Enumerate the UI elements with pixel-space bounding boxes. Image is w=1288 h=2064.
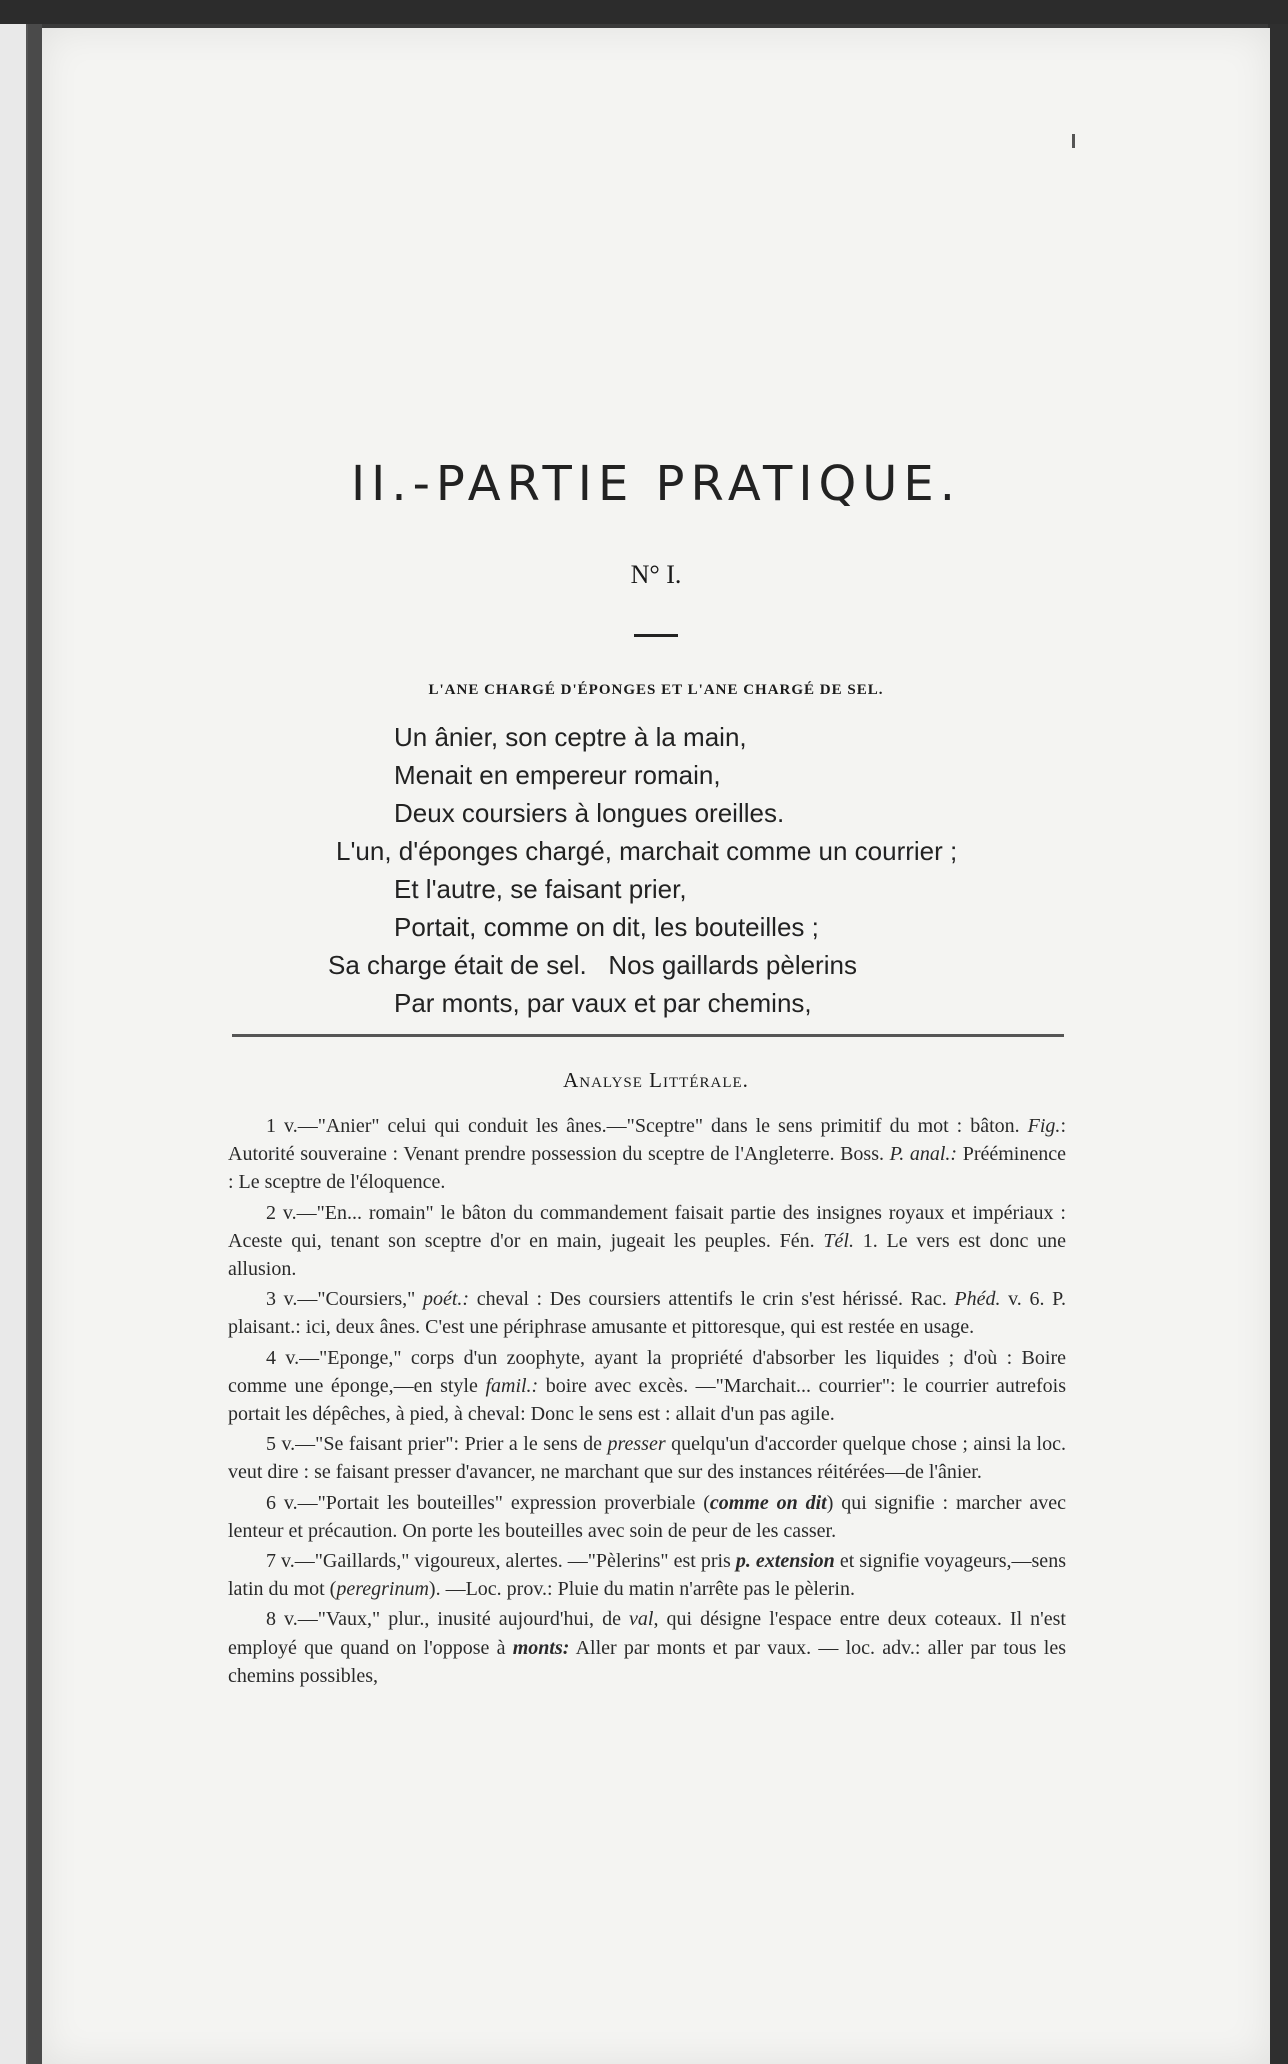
poem-line: Un ânier, son ceptre à la main, (394, 722, 747, 752)
note-italic: val (629, 1608, 654, 1631)
note-text: : Autorité souveraine : Venant prendre possession du sceptre de l'Angleterre. Boss. (228, 1115, 1066, 1166)
note-text: 6 v.—"Portait les bouteilles" expression proverbiale ( (266, 1491, 710, 1514)
note-text: 4 v.—"Eponge," corps d'un zoophyte, ayant la propriété d'absorber les liquides ; d'où : Boire comme une éponge,—en style (228, 1346, 1066, 1397)
note-text: v. 6. P. plaisant.: ici, deux ânes. C'est une périphrase amusante et pittoresque, qui est restée en usage. (228, 1288, 1067, 1339)
note-paragraph (228, 1605, 1066, 1690)
top-scan-edge (0, 0, 1288, 24)
note-italic: p. extension (735, 1550, 835, 1573)
note-text: 7 v.—"Gaillards," vigoureux, alertes. —"Pèlerins" est pris (266, 1550, 736, 1573)
note-text: 1. Le vers est donc une allusion. (228, 1229, 1066, 1281)
note-italic: presser (607, 1433, 666, 1456)
poem-line: Par monts, par vaux et par chemins, (394, 988, 812, 1018)
note-italic: monts: (512, 1636, 570, 1659)
note-italic: P. anal.: (889, 1143, 958, 1166)
note-text: 2 v.—"En... romain" le bâton du commandement faisait partie des insignes royaux et impériaux : Aceste qui, tenant son sceptre d'or en main, jugeait les peuples. Fén. (228, 1201, 1066, 1252)
poem-line: Menait en empereur romain, (394, 760, 721, 790)
note-paragraph (228, 1547, 1066, 1603)
title-dash (634, 634, 678, 637)
scan-speck (1072, 134, 1075, 148)
note-paragraph (228, 1285, 1066, 1341)
note-italic: Tél. (823, 1229, 854, 1252)
note-paragraph (228, 1112, 1066, 1197)
facing-page-edge (0, 24, 29, 2064)
poem-line: Deux coursiers à longues oreilles. (394, 798, 785, 828)
note-text: 5 v.—"Se faisant prier": Prier a le sens de (266, 1433, 608, 1456)
note-italic: poét.: (422, 1288, 470, 1311)
poem-line: Sa charge était de sel. Nos gaillards pèlerins (328, 950, 857, 980)
note-text: ). —Loc. prov.: Pluie du matin n'arrête pas le pèlerin. (428, 1578, 855, 1601)
section-rule (232, 1034, 1064, 1037)
note-text: boire avec excès. —"Marchait... courrier": le courrier autrefois portait les dépêches, à pied, à cheval: Donc le sens est : allait d'un pas agile. (228, 1374, 1066, 1426)
note-text: Prééminence : Le sceptre de l'éloquence. (228, 1143, 1066, 1194)
note-italic: peregrinum (336, 1578, 429, 1601)
right-scan-edge (1268, 24, 1288, 2064)
book-page (42, 28, 1270, 2064)
note-paragraph (228, 1430, 1066, 1486)
note-text: 8 v.—"Vaux," plur., inusité aujourd'hui, de (266, 1608, 629, 1631)
note-text: 3 v.—"Coursiers," (266, 1288, 423, 1311)
poem-line: Portait, comme on dit, les bouteilles ; (394, 912, 819, 942)
note-paragraph (228, 1489, 1066, 1545)
note-text: 1 v.—"Anier" celui qui conduit les ânes.—"Sceptre" dans le sens primitif du mot : bâton. (266, 1115, 1028, 1137)
part-title: II.-PARTIE PRATIQUE. (351, 456, 961, 512)
poem-line: Et l'autre, se faisant prier, (394, 874, 687, 904)
note-paragraph (228, 1344, 1066, 1429)
note-paragraph (228, 1199, 1066, 1284)
analysis-heading: Analyse Littérale. (563, 1068, 749, 1092)
note-text: Aller par monts et par vaux. — loc. adv.: aller par tous les chemins possibles, (228, 1636, 1066, 1687)
note-text: quelqu'un d'accorder quelque chose ; ainsi la loc. veut dire : se faisant presser d'avancer, ne marchant que sur des instances réitérées—de l'ânier. (228, 1433, 1066, 1484)
poem-line: L'un, d'éponges chargé, marchait comme un courrier ; (336, 836, 958, 866)
poem (328, 718, 1132, 1022)
note-italic: famil.: (485, 1374, 539, 1397)
book-gutter (28, 24, 42, 2064)
note-italic: comme on dit (709, 1491, 827, 1514)
note-text: cheval : Des coursiers attentifs le crin s'est hérissé. Rac. (469, 1288, 955, 1311)
note-italic: Phéd. (954, 1288, 1001, 1311)
section-number: N° I. (630, 560, 682, 589)
note-text: et signifie voyageurs,—sens latin du mot ( (228, 1550, 1066, 1601)
fable-title: L'ANE CHARGÉ D'ÉPONGES ET L'ANE CHARGÉ DE SEL. (428, 682, 884, 698)
note-italic: Fig. (1027, 1115, 1061, 1137)
note-text: , qui désigne l'espace entre deux coteaux. Il n'est employé que quand on l'oppose à (228, 1608, 1066, 1659)
note-text: ) qui signifie : marcher avec lenteur et précaution. On porte les bouteilles avec soin de peur de les casser. (228, 1491, 1066, 1542)
analysis-notes (228, 1112, 1066, 1692)
